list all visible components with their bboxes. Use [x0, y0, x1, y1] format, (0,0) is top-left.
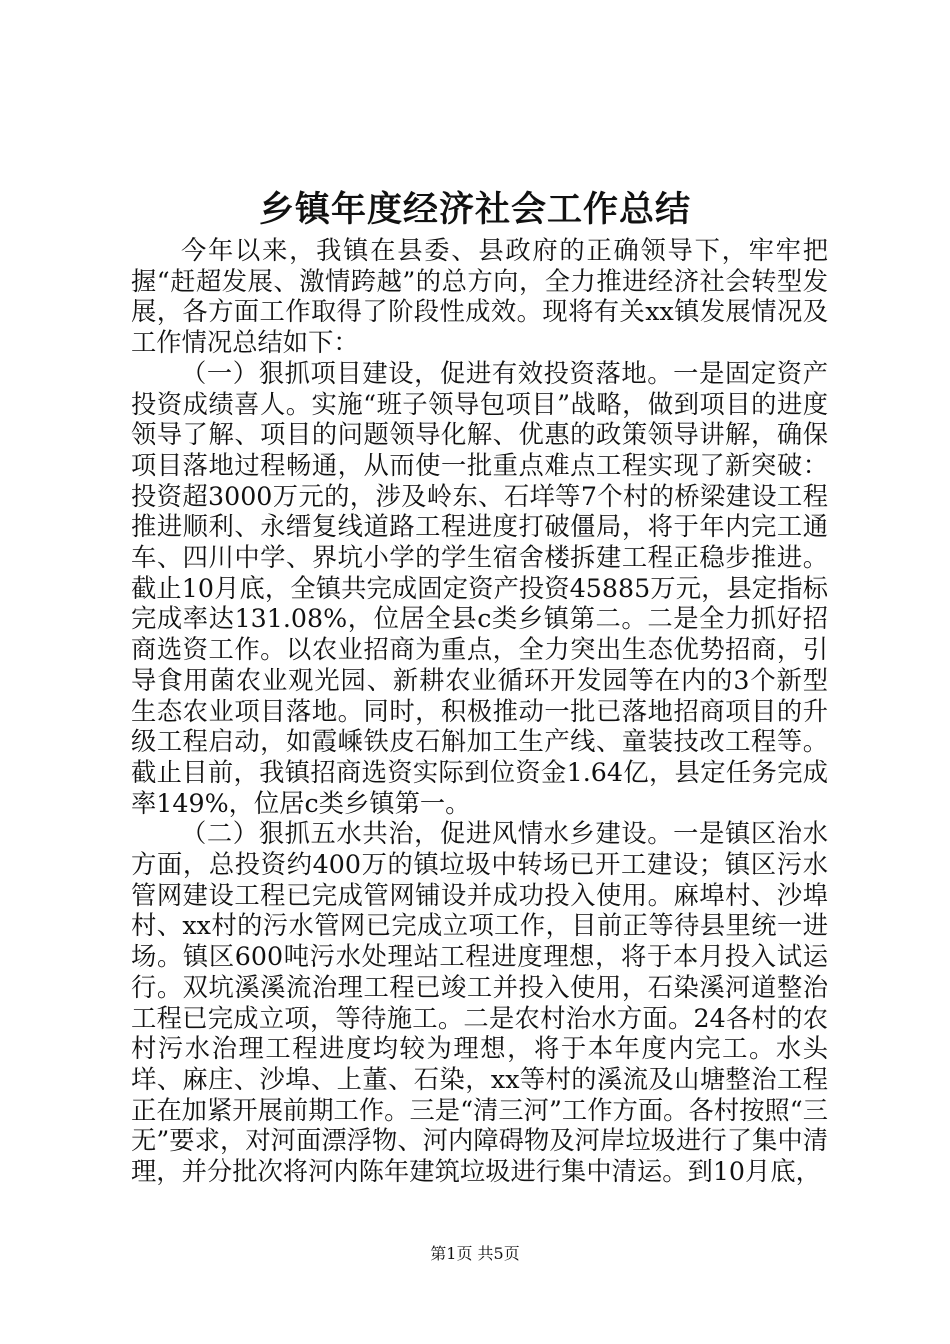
document-title: 乡镇年度经济社会工作总结: [258, 189, 691, 230]
paragraph-section-1: （一）狠抓项目建设，促进有效投资落地。一是固定资产投资成绩喜人。实施“班子领导包项目”战略，做到项目的进度领导了解、项目的问题领导化解、优惠的政策领导讲解，确保项目落地过程畅通，从而使一批重点难点工程实现了新突破：投资超3000万元的，涉及岭东、石垟等7个村的桥梁建设工程推进顺利、永缙复线道路工程进度打破僵局，将于年内完工通车、四川中学、界坑小学的学生宿舍楼拆建工程正稳步推进。截止10月底，全镇共完成固定资产投资45885万元，县定指标完成率达131.08%，位居全县c类乡镇第二。二是全力抓好招商选资工作。以农业招商为重点，全力突出生态优势招商，引导食用菌农业观光园、新耕农业循环开发园等在内的3个新型生态农业项目落地。同时，积极推动一批已落地招商项目的升级工程启动，如霞嵊铁皮石斛加工生产线、童装技改工程等。截止目前，我镇招商选资实际到位资金1.64亿，县定任务完成率149%，位居c类乡镇第一。: [131, 358, 828, 818]
paragraph-section-2: （二）狠抓五水共治，促进风情水乡建设。一是镇区治水方面，总投资约400万的镇垃圾中转场已开工建设；镇区污水管网建设工程已完成管网铺设并成功投入使用。麻埠村、沙埠村、xx村的污水管网已完成立项工作，目前正等待县里统一进场。镇区600吨污水处理站工程进度理想，将于本月投入试运行。双坑溪溪流治理工程已竣工并投入使用，石染溪河道整治工程已完成立项，等待施工。二是农村治水方面。24各村的农村污水治理工程进度均较为理想，将于本年度内完工。水头垟、麻庄、沙埠、上董、石染，xx等村的溪流及山塘整治工程正在加紧开展前期工作。三是“清三河”工作方面。各村按照“三无”要求，对河面漂浮物、河内障碍物及河岸垃圾进行了集中清理，并分批次将河内陈年建筑垃圾进行集中清运。到10月底，: [131, 819, 828, 1187]
document-body: [131, 236, 828, 1188]
page-footer: 第1页 共5页: [430, 1244, 520, 1263]
paragraph-intro: 今年以来，我镇在县委、县政府的正确领导下，牢牢把握“赶超发展、激情跨越”的总方向，全力推进经济社会转型发展，各方面工作取得了阶段性成效。现将有关xx镇发展情况及工作情况总结如下：: [131, 236, 828, 358]
